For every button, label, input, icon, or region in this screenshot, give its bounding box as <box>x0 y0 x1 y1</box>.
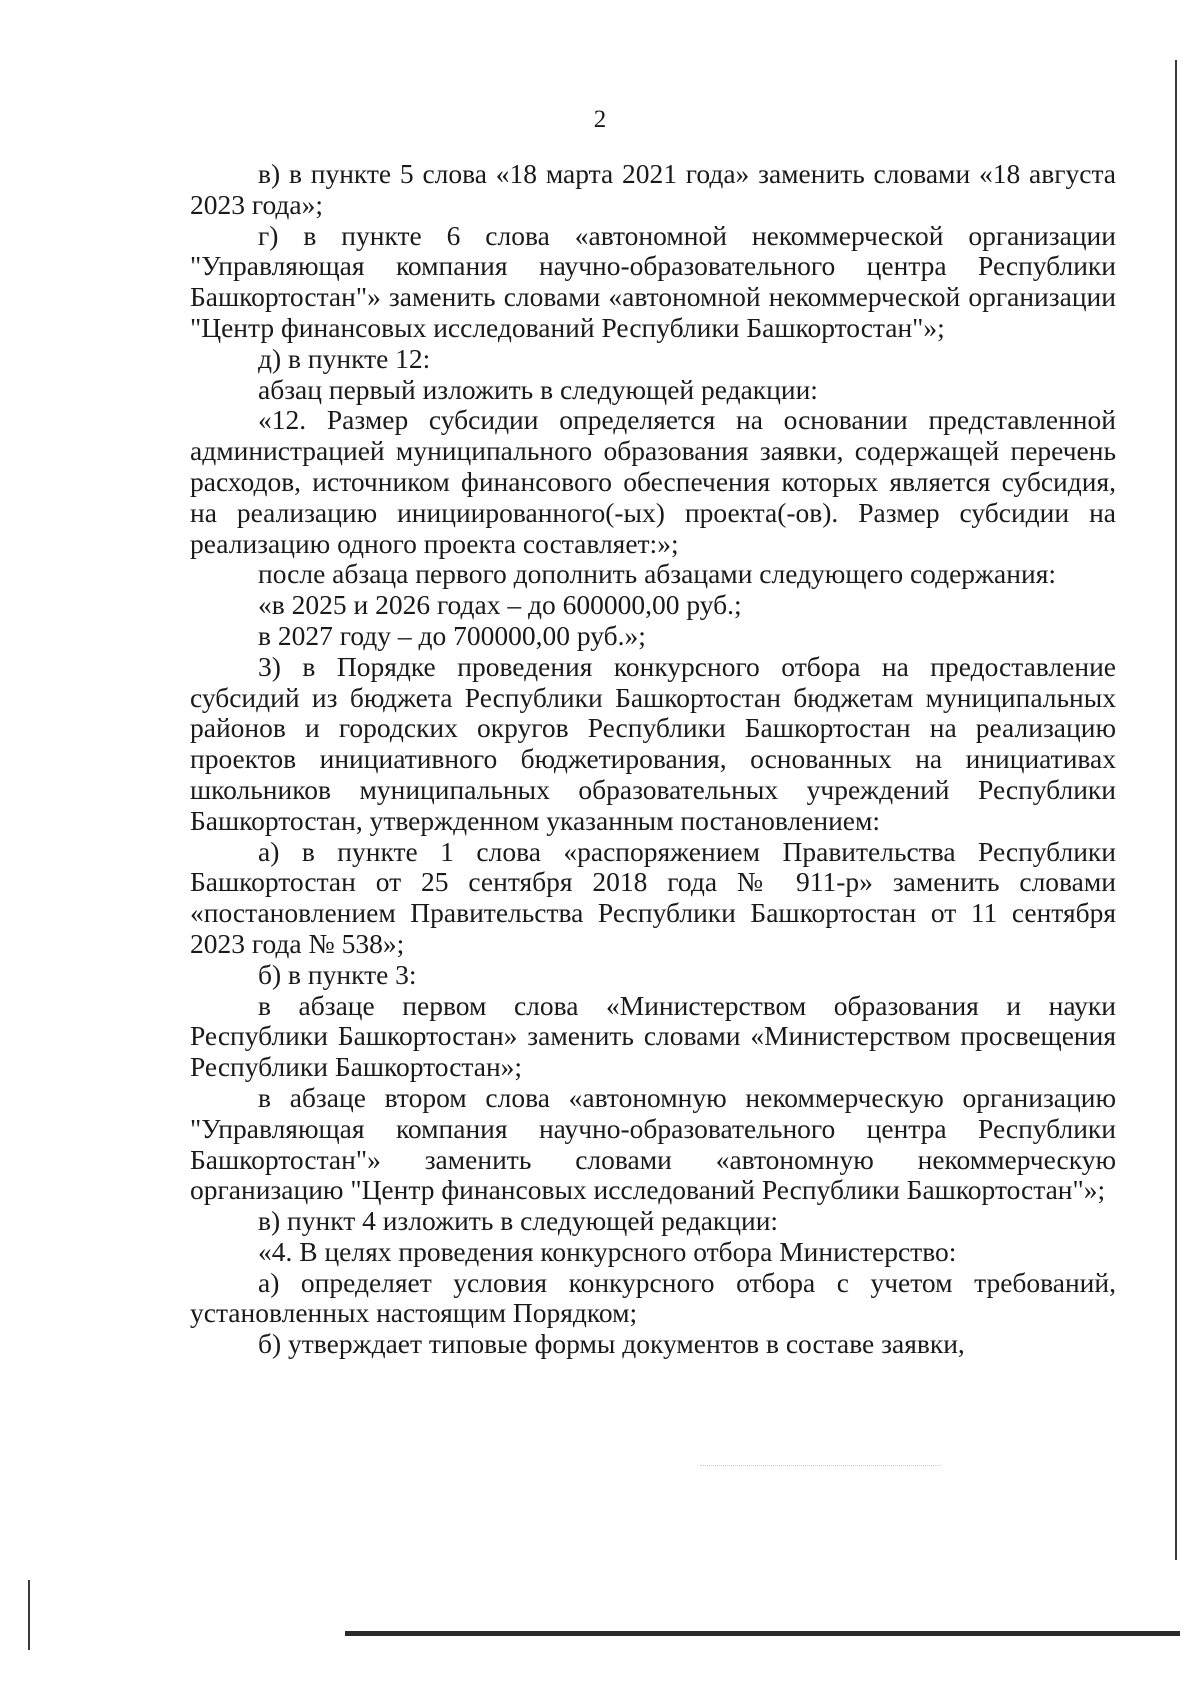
paragraph-item-b-point-3: б) в пункте 3: <box>258 958 417 990</box>
scan-edge-bottom <box>345 1631 1180 1636</box>
paragraph-item-d-point-12: д) в пункте 12: <box>258 342 431 374</box>
paragraph-subitem-a: а) определяет условия конкурсного отбора с учетом требований, установленных настоящим Порядком; <box>190 1266 1116 1329</box>
paragraph-section-3-order: 3) в Порядке проведения конкурсного отбора на предоставление субсидий из бюджета Республики Башкортостан бюджетам муниципальных районов и городских округов Республики Башкортостан на реализацию проектов инициативного бюджетирования, основанных на инициативах школьников муниципальных образовательных учреждений Республики Башкортостан, утвержденном указанным постановлением: <box>190 650 1116 836</box>
paragraph-item-v-point-4: в) пункт 4 изложить в следующей редакции: <box>258 1205 779 1237</box>
scan-edge-left <box>28 1580 30 1650</box>
scan-edge-right <box>1175 60 1177 1560</box>
paragraph-amount-2027: в 2027 году – до 700000,00 руб.»; <box>258 619 646 651</box>
scan-noise <box>700 1465 940 1467</box>
paragraph-add-abzacs: после абзаца первого дополнить абзацами следующего содержания: <box>258 558 1056 590</box>
paragraph-first-abzac-ministry: в абзаце первом слова «Министерством образования и науки Республики Башкортостан» заменить словами «Министерством просвещения Республики Башкортостан»; <box>190 989 1116 1083</box>
page-number: 2 <box>593 106 607 133</box>
paragraph-item-v-point-5: в) в пункте 5 слова «18 марта 2021 года» заменить словами «18 августа 2023 года»; <box>190 158 1116 220</box>
paragraph-point-12-text: «12. Размер субсидии определяется на основании представленной администрацией муниципального образования заявки, содержащей перечень расходов, источником финансового обеспечения которых является субсидия, на реализацию инициированного(-ых) проекта(-ов). Размер субсидии на реализацию одного проекта составляет:»; <box>190 404 1116 559</box>
paragraph-subitem-b: б) утверждает типовые формы документов в составе заявки, <box>258 1328 965 1360</box>
paragraph-first-abzac-edit: абзац первый изложить в следующей редакции: <box>258 373 818 405</box>
paragraph-second-abzac-organization: в абзаце втором слова «автономную некоммерческую организацию "Управляющая компания научно-образовательного центра Республики Башкортостан"» заменить словами «автономную некоммерческую организацию "Центр финансовых исследований Республики Башкортостан"»; <box>190 1081 1116 1206</box>
paragraph-item-g-point-6: г) в пункте 6 слова «автономной некоммерческой организации "Управляющая компания научно-образовательного центра Республики Башкортостан"» заменить словами «автономной некоммерческой организации "Центр финансовых исследований Республики Башкортостан"»; <box>190 219 1116 343</box>
paragraph-item-a-point-1: а) в пункте 1 слова «распоряжением Правительства Республики Башкортостан от 25 сентября 2018 года № 911-р» заменить словами «постановлением Правительства Республики Башкортостан от 11 сентября 2023 года № 538»; <box>190 835 1116 959</box>
document-body <box>190 159 1116 1360</box>
paragraph-amount-2025-2026: «в 2025 и 2026 годах – до 600000,00 руб.; <box>258 589 742 621</box>
paragraph-point-4-text: «4. В целях проведения конкурсного отбора Министерство: <box>258 1235 957 1267</box>
